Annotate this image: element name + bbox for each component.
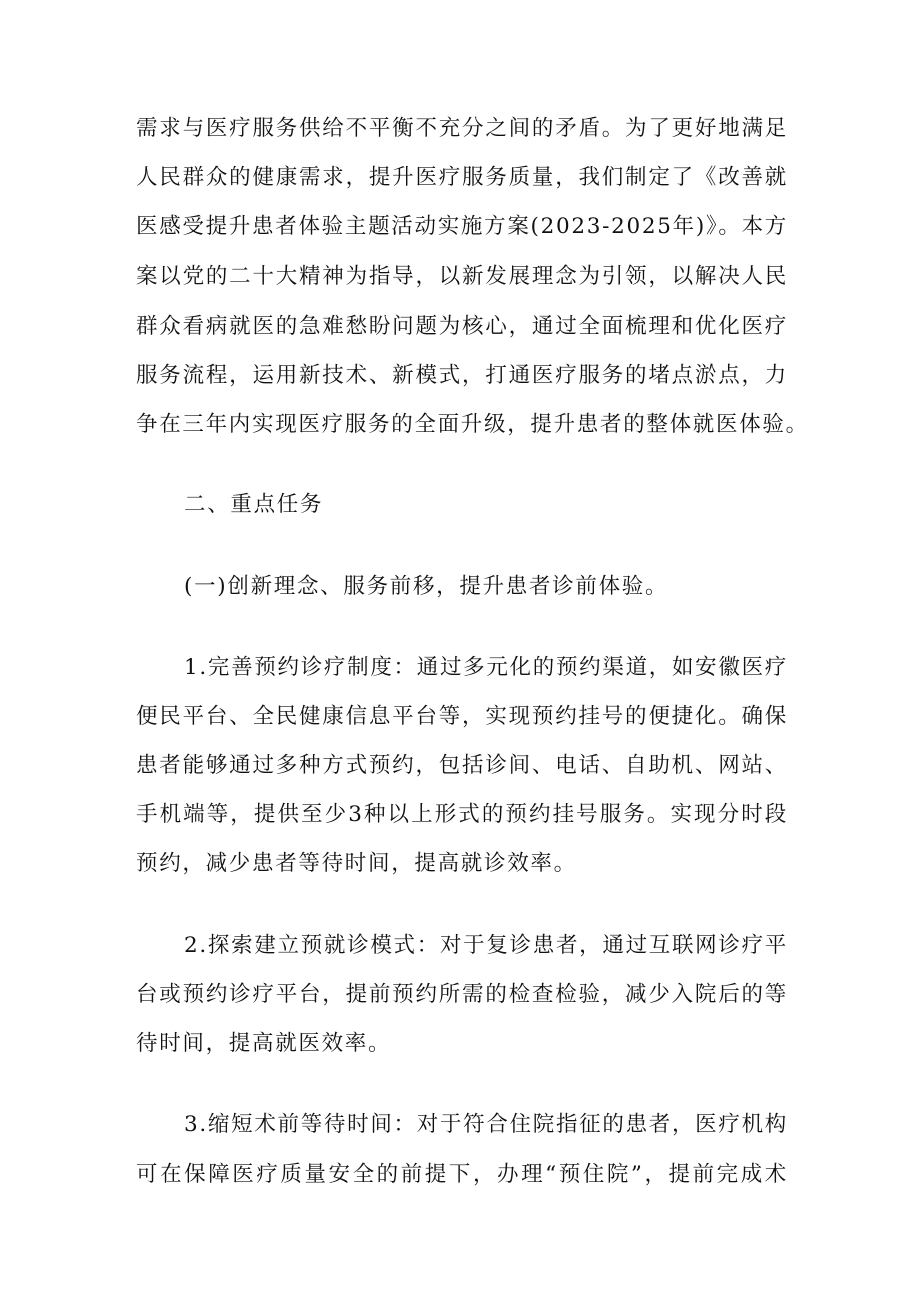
item2-line-2: 台或预约诊疗平台，提前预约所需的检查检验，减少入院后的等 — [136, 982, 788, 1007]
section-heading: 二、重点任务 — [184, 492, 324, 517]
item1-line-4: 手机端等，提供至少3种以上形式的预约挂号服务。实现分时段 — [136, 802, 788, 827]
intro-line-1: 需求与医疗服务供给不平衡不充分之间的矛盾。为了更好地满足 — [136, 116, 788, 141]
item3-line-1: 3.缩短术前等待时间：对于符合住院指征的患者，医疗机构 — [184, 1112, 788, 1137]
intro-line-3: 医感受提升患者体验主题活动实施方案(2023-2025年)》。本方 — [136, 214, 788, 239]
item1-line-5: 预约，减少患者等待时间，提高就诊效率。 — [136, 851, 577, 876]
intro-line-7: 争在三年内实现医疗服务的全面升级，提升患者的整体就医体验。 — [136, 412, 809, 437]
intro-line-6: 服务流程，运用新技术、新模式，打通医疗服务的堵点淤点，力 — [136, 363, 788, 388]
intro-line-4: 案以党的二十大精神为指导，以新发展理念为引领，以解决人民 — [136, 264, 788, 289]
intro-line-2: 人民群众的健康需求，提升医疗服务质量，我们制定了《改善就 — [136, 165, 788, 190]
item2-line-3: 待时间，提高就医效率。 — [136, 1031, 392, 1056]
intro-line-5: 群众看病就医的急难愁盼问题为核心，通过全面梳理和优化医疗 — [136, 314, 788, 339]
item1-line-2: 便民平台、全民健康信息平台等，实现预约挂号的便捷化。确保 — [136, 704, 788, 729]
item1-line-1: 1.完善预约诊疗制度：通过多元化的预约渠道，如安徽医疗 — [184, 655, 788, 680]
item3-line-2: 可在保障医疗质量安全的前提下，办理“预住院”，提前完成术 — [136, 1162, 788, 1187]
item1-line-3: 患者能够通过多种方式预约，包括诊间、电话、自助机、网站、 — [136, 753, 788, 778]
subsection-heading: (一)创新理念、服务前移，提升患者诊前体验。 — [184, 574, 669, 599]
item2-line-1: 2.探索建立预就诊模式：对于复诊患者，通过互联网诊疗平 — [184, 933, 788, 958]
